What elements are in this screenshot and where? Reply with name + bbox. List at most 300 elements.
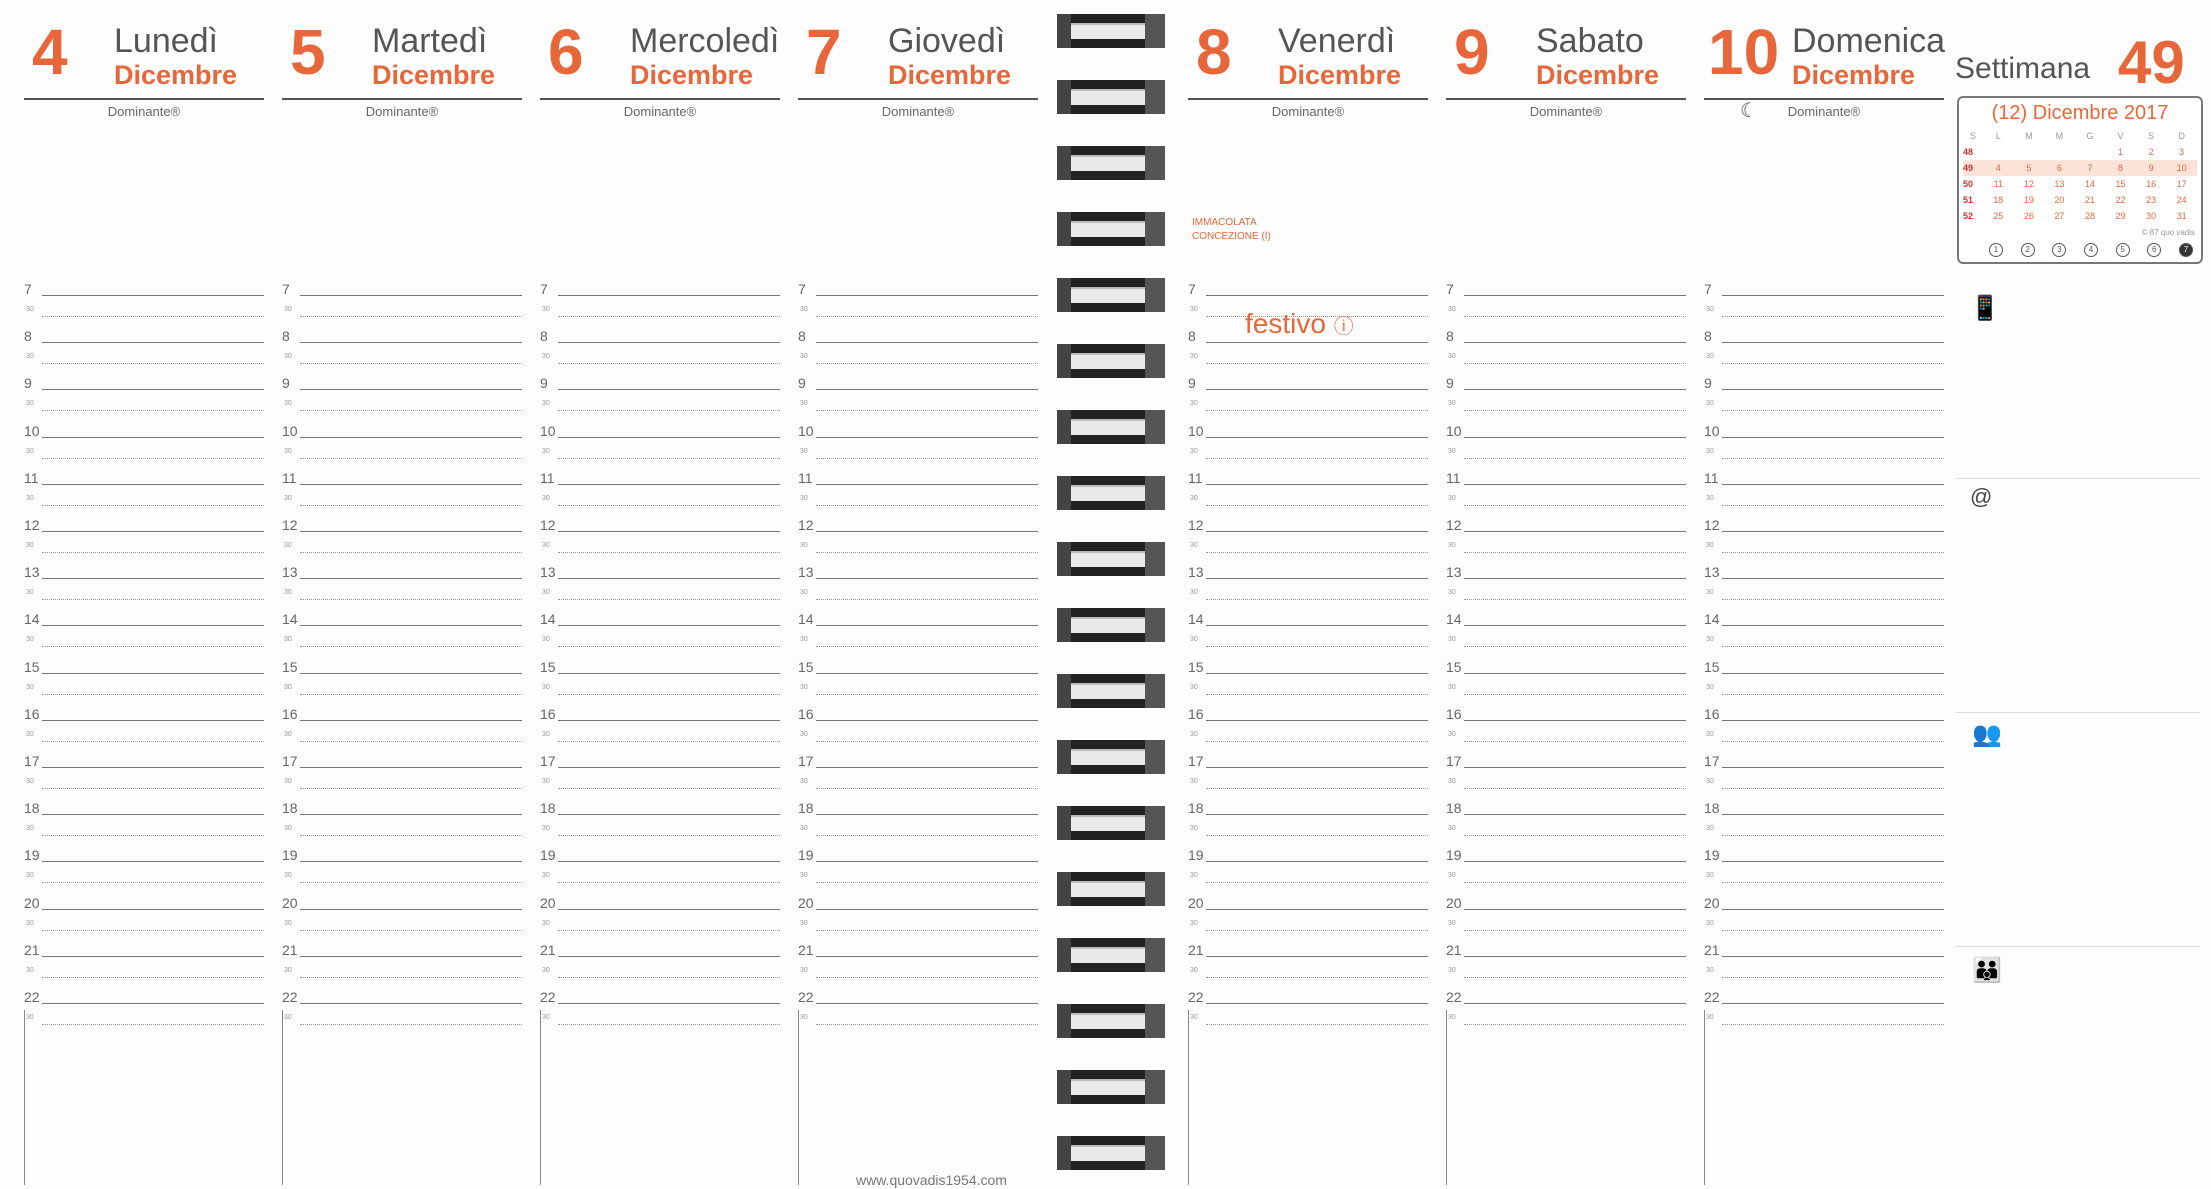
hour-slot[interactable]	[1446, 990, 1686, 1037]
hour-slot[interactable]	[1188, 660, 1428, 707]
hour-label: 13	[1446, 564, 1462, 581]
half-hour-label: 30	[800, 353, 808, 361]
hour-label: 11	[24, 469, 39, 486]
hour-slot[interactable]	[540, 518, 780, 565]
hour-slot[interactable]	[540, 990, 780, 1037]
half-hour-line	[1206, 741, 1428, 742]
week-number-cell: 51	[1963, 195, 1974, 205]
hour-slot[interactable]	[798, 848, 1038, 895]
date-cell: 26	[2023, 211, 2034, 221]
hour-slot[interactable]	[1188, 707, 1428, 754]
half-hour-line	[1464, 788, 1686, 789]
hour-slot[interactable]	[1446, 518, 1686, 565]
hour-slot[interactable]	[798, 329, 1038, 376]
hour-slot[interactable]	[798, 801, 1038, 848]
hour-slot[interactable]	[540, 376, 780, 423]
half-hour-line	[1722, 977, 1944, 978]
hour-label: 8	[282, 328, 290, 345]
hour-slot[interactable]	[24, 424, 264, 471]
hour-slot[interactable]	[1446, 329, 1686, 376]
hour-slot[interactable]	[24, 801, 264, 848]
hour-label: 11	[282, 469, 297, 486]
hour-slot[interactable]	[798, 424, 1038, 471]
hour-label: 12	[798, 517, 814, 533]
hour-line	[42, 673, 264, 674]
half-hour-line	[1722, 882, 1944, 883]
date-cell: 3	[2179, 147, 2185, 157]
hour-label: 19	[24, 847, 40, 864]
hour-label: 20	[1188, 894, 1204, 911]
hour-slot[interactable]	[540, 707, 780, 754]
hour-slot[interactable]	[24, 329, 264, 376]
half-hour-label: 30	[1706, 306, 1714, 313]
hour-slot[interactable]	[1446, 282, 1686, 329]
half-hour-label: 30	[1706, 636, 1714, 644]
half-hour-label: 30	[1448, 306, 1456, 313]
hour-line	[300, 814, 522, 815]
hour-label: 20	[798, 894, 814, 911]
weekday-circle: 1	[1989, 243, 2003, 257]
spiral-binding	[1057, 0, 1165, 1189]
hour-slot[interactable]	[1704, 660, 1944, 707]
day-header	[24, 14, 264, 100]
hour-slot[interactable]	[798, 990, 1038, 1037]
day-column	[24, 0, 264, 1189]
hour-slot[interactable]	[282, 801, 522, 848]
half-hour-label: 30	[542, 494, 550, 502]
half-hour-line	[1206, 599, 1428, 600]
hour-slot[interactable]	[798, 896, 1038, 943]
half-hour-label: 30	[1190, 778, 1198, 785]
hour-line	[816, 342, 1038, 343]
hour-label: 9	[1188, 375, 1196, 392]
day-month: Dicembre	[1792, 60, 1916, 90]
hour-line	[42, 342, 264, 343]
date-cell: 20	[2054, 195, 2065, 205]
hour-slot[interactable]	[24, 896, 264, 943]
half-hour-label: 30	[26, 306, 34, 313]
half-hour-line	[1464, 410, 1686, 411]
hour-slot[interactable]	[798, 282, 1038, 329]
day-name: Sabato	[1536, 22, 1644, 60]
date-cell: 12	[2023, 179, 2034, 189]
half-hour-label: 30	[1448, 730, 1456, 738]
hour-line	[816, 814, 1038, 815]
date-cell: 22	[2115, 195, 2126, 205]
hour-line	[816, 578, 1038, 579]
hour-slot[interactable]	[540, 848, 780, 895]
hour-slot[interactable]	[1446, 471, 1686, 518]
hour-line	[1722, 767, 1944, 768]
hour-slot[interactable]	[282, 565, 522, 612]
hour-slot[interactable]	[282, 518, 522, 565]
hour-line	[1206, 909, 1428, 910]
hour-line	[558, 625, 780, 626]
hour-slot[interactable]	[1188, 518, 1428, 565]
hour-slot[interactable]	[1446, 424, 1686, 471]
hour-label: 11	[798, 469, 813, 486]
hour-slot[interactable]	[282, 376, 522, 423]
date-cell: 13	[2054, 179, 2065, 189]
spiral-ring	[1057, 1136, 1165, 1170]
hour-slot[interactable]	[540, 801, 780, 848]
hour-slot[interactable]	[1704, 943, 1944, 990]
half-hour-label: 30	[284, 1014, 292, 1021]
hour-slot[interactable]	[282, 612, 522, 659]
hour-line	[558, 531, 780, 532]
hour-slot[interactable]	[1704, 376, 1944, 423]
hour-line	[42, 861, 264, 862]
hour-label: 13	[798, 564, 814, 581]
hour-slot[interactable]	[1188, 801, 1428, 848]
hour-slot[interactable]	[1188, 471, 1428, 518]
hour-line	[1722, 578, 1944, 579]
hour-slot[interactable]	[540, 471, 780, 518]
hour-label: 8	[1704, 328, 1712, 345]
hour-label: 12	[1188, 517, 1204, 533]
hour-slot[interactable]	[540, 612, 780, 659]
half-hour-label: 30	[1448, 494, 1456, 502]
spiral-ring	[1057, 608, 1165, 642]
hour-line	[1722, 1003, 1944, 1004]
hour-slot[interactable]	[540, 896, 780, 943]
hour-label: 7	[282, 281, 290, 297]
hour-slot[interactable]	[1704, 518, 1944, 565]
half-hour-line	[816, 882, 1038, 883]
half-hour-label: 30	[800, 730, 808, 738]
weekday-header: M	[2055, 131, 2064, 141]
hour-slot[interactable]	[24, 660, 264, 707]
half-hour-line	[300, 363, 522, 364]
hour-label: 10	[798, 422, 814, 439]
hour-slot[interactable]	[1446, 801, 1686, 848]
half-hour-label: 30	[1706, 778, 1714, 785]
hour-slot[interactable]	[798, 943, 1038, 990]
hour-label: 11	[1188, 469, 1203, 486]
hour-slot[interactable]	[540, 282, 780, 329]
half-hour-line	[1722, 410, 1944, 411]
half-hour-line	[42, 694, 264, 695]
hour-line	[1722, 720, 1944, 721]
half-hour-label: 30	[1706, 919, 1714, 927]
day-column	[1704, 0, 1944, 1189]
half-hour-line	[1722, 930, 1944, 931]
half-hour-line	[816, 505, 1038, 506]
hour-label: 17	[1704, 753, 1720, 769]
hour-line	[1464, 342, 1686, 343]
hour-line	[1464, 1003, 1686, 1004]
hour-slot[interactable]	[24, 943, 264, 990]
hour-slot[interactable]	[1704, 329, 1944, 376]
hour-slot[interactable]	[24, 612, 264, 659]
hour-label: 15	[1446, 658, 1462, 675]
hour-slot[interactable]	[1446, 565, 1686, 612]
half-hour-label: 30	[800, 683, 808, 691]
day-name: Lunedì	[114, 22, 218, 60]
hour-slot[interactable]	[1704, 801, 1944, 848]
hour-slot[interactable]	[282, 424, 522, 471]
half-hour-line	[42, 835, 264, 836]
half-hour-label: 30	[1448, 872, 1456, 880]
hour-label: 15	[1704, 658, 1720, 675]
hour-slot[interactable]	[282, 329, 522, 376]
half-hour-label: 30	[1706, 730, 1714, 738]
hour-slot[interactable]	[282, 660, 522, 707]
hour-slot[interactable]	[24, 565, 264, 612]
half-hour-line	[1206, 694, 1428, 695]
date-cell: 11	[1993, 179, 2003, 189]
hour-label: 15	[1188, 658, 1204, 675]
hour-slot[interactable]	[1704, 896, 1944, 943]
hour-line	[558, 767, 780, 768]
hour-slot[interactable]	[1188, 943, 1428, 990]
hour-slot[interactable]	[24, 848, 264, 895]
info-circle-icon: ⓘ	[1333, 316, 1354, 338]
hour-slot[interactable]	[1188, 565, 1428, 612]
hour-label: 17	[1188, 753, 1204, 769]
hour-slot[interactable]	[282, 943, 522, 990]
hour-slot[interactable]	[798, 660, 1038, 707]
hour-slot[interactable]	[1446, 707, 1686, 754]
hour-slot[interactable]	[1188, 848, 1428, 895]
hour-slot[interactable]	[1704, 471, 1944, 518]
hour-slot[interactable]	[1704, 754, 1944, 801]
hour-line	[300, 389, 522, 390]
spiral-ring	[1057, 674, 1165, 708]
hour-line	[558, 720, 780, 721]
dominante-label: Dominante®	[1271, 104, 1345, 119]
hour-line	[1722, 342, 1944, 343]
date-cell: 15	[2115, 179, 2126, 189]
hour-line	[816, 956, 1038, 957]
half-hour-line	[42, 599, 264, 600]
column-divider	[1704, 1010, 1705, 1185]
day-column	[540, 0, 780, 1189]
hour-line	[1464, 484, 1686, 485]
half-hour-label: 30	[1448, 919, 1456, 927]
half-hour-line	[1206, 410, 1428, 411]
half-hour-line	[816, 458, 1038, 459]
hour-line	[1464, 814, 1686, 815]
half-hour-label: 30	[284, 353, 292, 361]
weekday-header: V	[2117, 131, 2124, 141]
hour-slot[interactable]	[540, 754, 780, 801]
hour-label: 21	[540, 941, 556, 958]
hour-slot[interactable]	[1446, 376, 1686, 423]
half-hour-line	[300, 835, 522, 836]
half-hour-label: 30	[284, 872, 292, 880]
weekday-circle: 3	[2052, 243, 2066, 257]
hour-line	[816, 909, 1038, 910]
hour-line	[816, 767, 1038, 768]
spiral-ring	[1057, 542, 1165, 576]
weekday-header: G	[2086, 131, 2094, 141]
hour-line	[558, 389, 780, 390]
hour-slot[interactable]	[282, 707, 522, 754]
hour-line	[300, 342, 522, 343]
hour-slot[interactable]	[798, 376, 1038, 423]
date-cell: 31	[2176, 211, 2187, 221]
half-hour-line	[816, 977, 1038, 978]
half-hour-label: 30	[542, 872, 550, 880]
half-hour-line	[300, 741, 522, 742]
hour-label: 10	[282, 422, 298, 439]
hour-line	[558, 956, 780, 957]
half-hour-line	[42, 552, 264, 553]
sidebar-divider	[1955, 712, 2200, 713]
hour-slot[interactable]	[282, 754, 522, 801]
hour-slot[interactable]	[1704, 848, 1944, 895]
hour-slot[interactable]	[798, 565, 1038, 612]
hour-label: 22	[1704, 989, 1720, 1005]
hour-line	[1464, 767, 1686, 768]
hour-label: 8	[798, 328, 806, 345]
hour-slot[interactable]	[282, 896, 522, 943]
half-hour-label: 30	[800, 872, 808, 880]
date-cell: 19	[2023, 195, 2034, 205]
hour-slot[interactable]	[1188, 990, 1428, 1037]
hour-slot[interactable]	[24, 707, 264, 754]
hour-slot[interactable]	[1446, 943, 1686, 990]
spiral-ring	[1057, 1004, 1165, 1038]
hour-label: 8	[1446, 328, 1454, 345]
column-divider	[1188, 1010, 1189, 1185]
half-hour-line	[1206, 977, 1428, 978]
hour-label: 18	[1188, 800, 1204, 817]
hour-slot[interactable]	[24, 990, 264, 1037]
day-name: Mercoledì	[630, 22, 780, 60]
hour-slot[interactable]	[24, 518, 264, 565]
hour-slot[interactable]	[798, 707, 1038, 754]
date-cell: 6	[2044, 160, 2075, 176]
hour-label: 20	[1704, 894, 1720, 911]
half-hour-line	[558, 316, 780, 317]
half-hour-label: 30	[26, 683, 34, 691]
half-hour-label: 30	[284, 683, 292, 691]
hour-slot[interactable]	[798, 754, 1038, 801]
hour-slot[interactable]	[1446, 754, 1686, 801]
half-hour-line	[1722, 363, 1944, 364]
hour-slot[interactable]	[798, 471, 1038, 518]
weekday-circle: 7	[2179, 243, 2193, 257]
half-hour-line	[1206, 835, 1428, 836]
date-cell: 4	[1983, 160, 2014, 176]
hour-slot[interactable]	[1704, 565, 1944, 612]
hour-slot[interactable]	[1446, 660, 1686, 707]
hour-line	[1206, 673, 1428, 674]
column-divider	[282, 1010, 283, 1185]
weekday-header: D	[2178, 131, 2185, 141]
hour-line	[1206, 389, 1428, 390]
hour-slot[interactable]	[24, 282, 264, 329]
hour-slot[interactable]	[540, 660, 780, 707]
hour-label: 9	[1704, 375, 1712, 392]
hour-slot[interactable]	[540, 943, 780, 990]
half-hour-line	[1464, 835, 1686, 836]
hour-line	[558, 909, 780, 910]
hour-slot[interactable]	[798, 612, 1038, 659]
hour-slot[interactable]	[540, 329, 780, 376]
hour-line	[42, 720, 264, 721]
half-hour-line	[42, 458, 264, 459]
hour-slot[interactable]	[1188, 896, 1428, 943]
week-number-cell: 52	[1963, 211, 1974, 221]
hour-slot[interactable]	[1446, 896, 1686, 943]
hour-slot[interactable]	[1704, 424, 1944, 471]
hour-line	[1206, 531, 1428, 532]
hour-slot[interactable]	[282, 848, 522, 895]
half-hour-line	[558, 410, 780, 411]
mini-calendar-copyright: © 87 quo vadis	[2141, 228, 2195, 237]
hour-label: 13	[282, 564, 298, 581]
half-hour-label: 30	[284, 825, 292, 833]
hour-label: 17	[798, 753, 814, 769]
hour-slot[interactable]	[1446, 848, 1686, 895]
half-hour-line	[42, 930, 264, 931]
hour-label: 21	[282, 941, 298, 958]
hour-slot[interactable]	[540, 424, 780, 471]
hour-slot[interactable]	[1188, 424, 1428, 471]
hour-label: 12	[1446, 517, 1462, 533]
hour-slot[interactable]	[282, 990, 522, 1037]
hour-slot[interactable]	[1704, 990, 1944, 1037]
hour-line	[300, 625, 522, 626]
half-hour-label: 30	[542, 966, 550, 974]
hour-slot[interactable]	[1446, 612, 1686, 659]
hour-slot[interactable]	[1188, 754, 1428, 801]
hour-label: 11	[540, 469, 555, 486]
hour-label: 16	[1704, 705, 1720, 722]
half-hour-line	[1206, 458, 1428, 459]
weekday-circles	[1989, 243, 2193, 257]
hour-slot[interactable]	[24, 754, 264, 801]
hour-slot[interactable]	[798, 518, 1038, 565]
hour-line	[1206, 720, 1428, 721]
hour-slot[interactable]	[540, 565, 780, 612]
hour-slot[interactable]	[24, 376, 264, 423]
half-hour-label: 30	[542, 730, 550, 738]
hour-slot[interactable]	[1188, 376, 1428, 423]
half-hour-label: 30	[1448, 400, 1456, 408]
hour-slot[interactable]	[282, 282, 522, 329]
hour-slot[interactable]	[1704, 707, 1944, 754]
half-hour-label: 30	[1190, 825, 1198, 833]
half-hour-line	[1464, 1024, 1686, 1025]
hour-slot[interactable]	[1704, 612, 1944, 659]
half-hour-line	[558, 552, 780, 553]
half-hour-line	[1206, 363, 1428, 364]
hour-line	[558, 814, 780, 815]
hour-slot[interactable]	[282, 471, 522, 518]
hour-slot[interactable]	[24, 471, 264, 518]
dominante-label: Dominante®	[107, 104, 181, 119]
day-number: 8	[1196, 16, 1232, 88]
hour-label: 16	[282, 705, 298, 722]
date-cell	[2014, 144, 2045, 160]
festivo-text: festivo	[1245, 308, 1326, 339]
half-hour-line	[1722, 741, 1944, 742]
spiral-ring	[1057, 476, 1165, 510]
half-hour-line	[1464, 363, 1686, 364]
hour-label: 14	[1446, 611, 1462, 628]
hour-label: 13	[24, 564, 40, 581]
day-column	[1188, 0, 1428, 1189]
hour-slot[interactable]	[1188, 612, 1428, 659]
half-hour-line	[42, 363, 264, 364]
hour-slot[interactable]	[1704, 282, 1944, 329]
family-icon: 👪	[1972, 957, 2002, 984]
dominante-label: Dominante®	[1787, 104, 1861, 119]
